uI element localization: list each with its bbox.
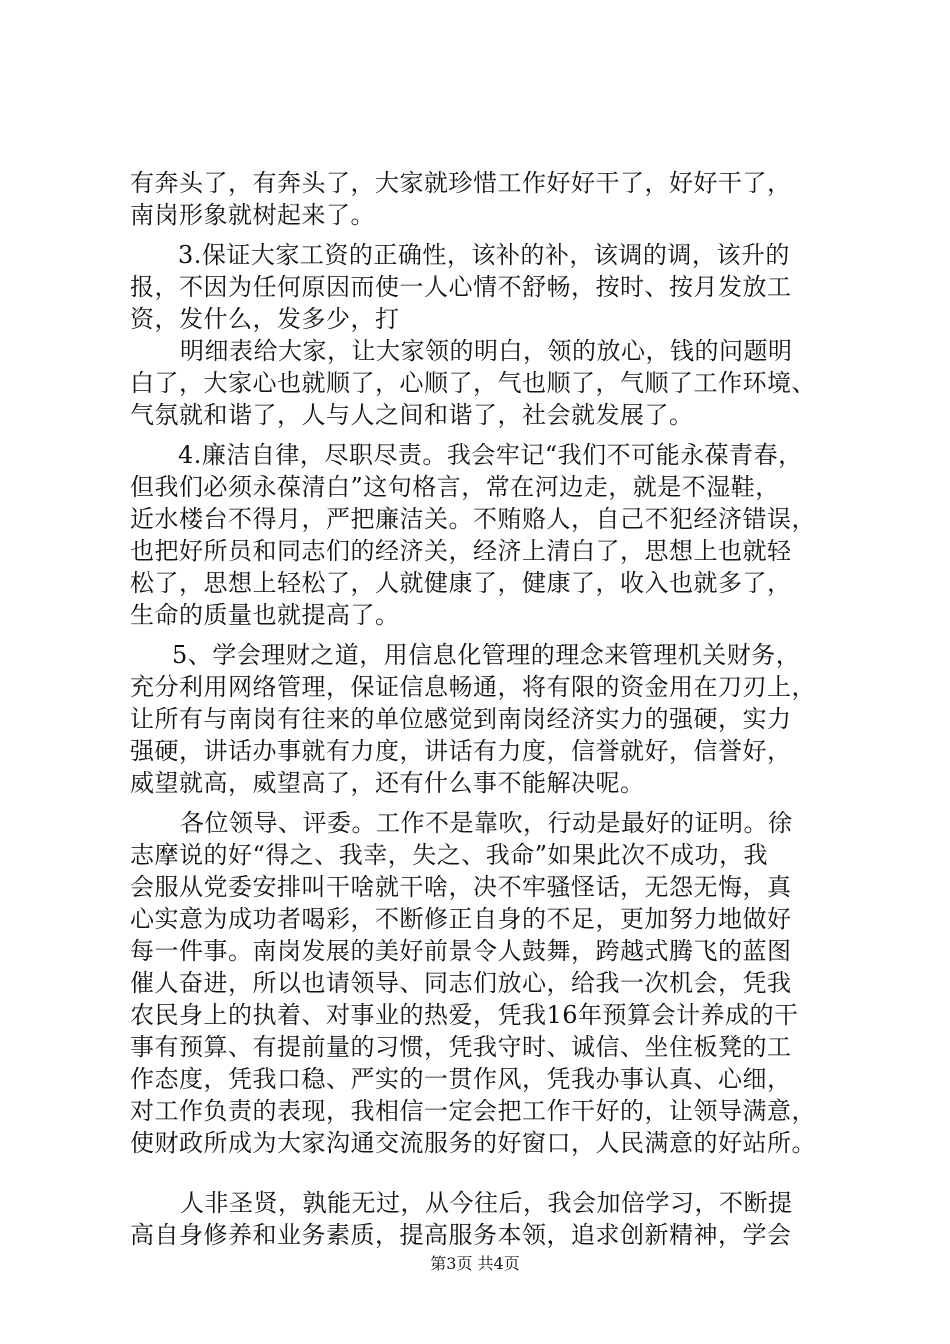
text-line: 有奔头了，有奔头了，大家就珍惜工作好好干了，好好干了， <box>130 169 792 197</box>
text-line: 资，发什么，发多少，打 <box>130 305 400 333</box>
text-line: 让所有与南岗有往来的单位感觉到南岗经济实力的强硬，实力 <box>130 705 792 733</box>
text-line: 充分利用网络管理，保证信息畅通，将有限的资金用在刀刃上， <box>130 673 816 701</box>
text-line: 4.廉洁自律，尽职尽责。我会牢记“我们不可能永葆青春， <box>178 441 803 469</box>
text-line: 气氛就和谐了，人与人之间和谐了，社会就发展了。 <box>130 401 694 429</box>
text-line: 人非圣贤，孰能无过，从今往后，我会加倍学习，不断提 <box>180 1189 793 1217</box>
text-line: 作态度，凭我口稳、严实的一贯作风，凭我办事认真、心细， <box>130 1065 792 1093</box>
text-line: 使财政所成为大家沟通交流服务的好窗口，人民满意的好站所。 <box>130 1129 816 1157</box>
text-line: 近水楼台不得月，严把廉洁关。不贿赂人，自己不犯经济错误， <box>130 505 816 533</box>
text-line: 每一件事。南岗发展的美好前景令人鼓舞，跨越式腾飞的蓝图 <box>130 937 792 965</box>
text-line: 生命的质量也就提高了。 <box>130 601 400 629</box>
text-line: 心实意为成功者喝彩，不断修正自身的不足，更加努力地做好 <box>130 905 792 933</box>
text-line: 明细表给大家，让大家领的明白，领的放心，钱的问题明 <box>180 337 793 365</box>
text-line: 高自身修养和业务素质，提高服务本领，追求创新精神，学会 <box>130 1221 792 1249</box>
text-line: 5、学会理财之道，用信息化管理的理念来管理机关财务， <box>172 641 801 669</box>
text-line: 会服从党委安排叫干啥就干啥，决不牢骚怪话，无怨无悔，真 <box>130 873 792 901</box>
text-line: 催人奋进，所以也请领导、同志们放心，给我一次机会，凭我 <box>130 969 792 997</box>
text-line: 志摩说的好“得之、我幸，失之、我命”如果此次不成功，我 <box>130 841 769 869</box>
text-line: 松了，思想上轻松了，人就健康了，健康了，收入也就多了， <box>130 569 792 597</box>
text-line: 威望就高，威望高了，还有什么事不能解决呢。 <box>130 769 645 797</box>
page-footer: 第3页 共4页 <box>430 1254 520 1273</box>
text-line: 也把好所员和同志们的经济关，经济上清白了，思想上也就轻 <box>130 537 792 565</box>
text-line: 各位领导、评委。工作不是靠吹，行动是最好的证明。徐 <box>180 809 793 837</box>
text-line: 强硬，讲话办事就有力度，讲话有力度，信誉就好，信誉好， <box>130 737 792 765</box>
text-line: 报，不因为任何原因而使一人心情不舒畅，按时、按月发放工 <box>130 273 792 301</box>
text-line: 南岗形象就树起来了。 <box>130 201 375 229</box>
text-line: 农民身上的执着、对事业的热爱，凭我16年预算会计养成的干 <box>130 1001 799 1029</box>
text-line: 3.保证大家工资的正确性，该补的补，该调的调，该升的 <box>178 241 790 269</box>
text-line: 事有预算、有提前量的习惯，凭我守时、诚信、坐住板凳的工 <box>130 1033 792 1061</box>
text-line: 对工作负责的表现，我相信一定会把工作干好的，让领导满意， <box>130 1097 816 1125</box>
text-line: 白了，大家心也就顺了，心顺了，气也顺了，气顺了工作环境、 <box>130 369 816 397</box>
text-line: 但我们必须永葆清白”这句格言，常在河边走，就是不湿鞋， <box>130 473 780 501</box>
